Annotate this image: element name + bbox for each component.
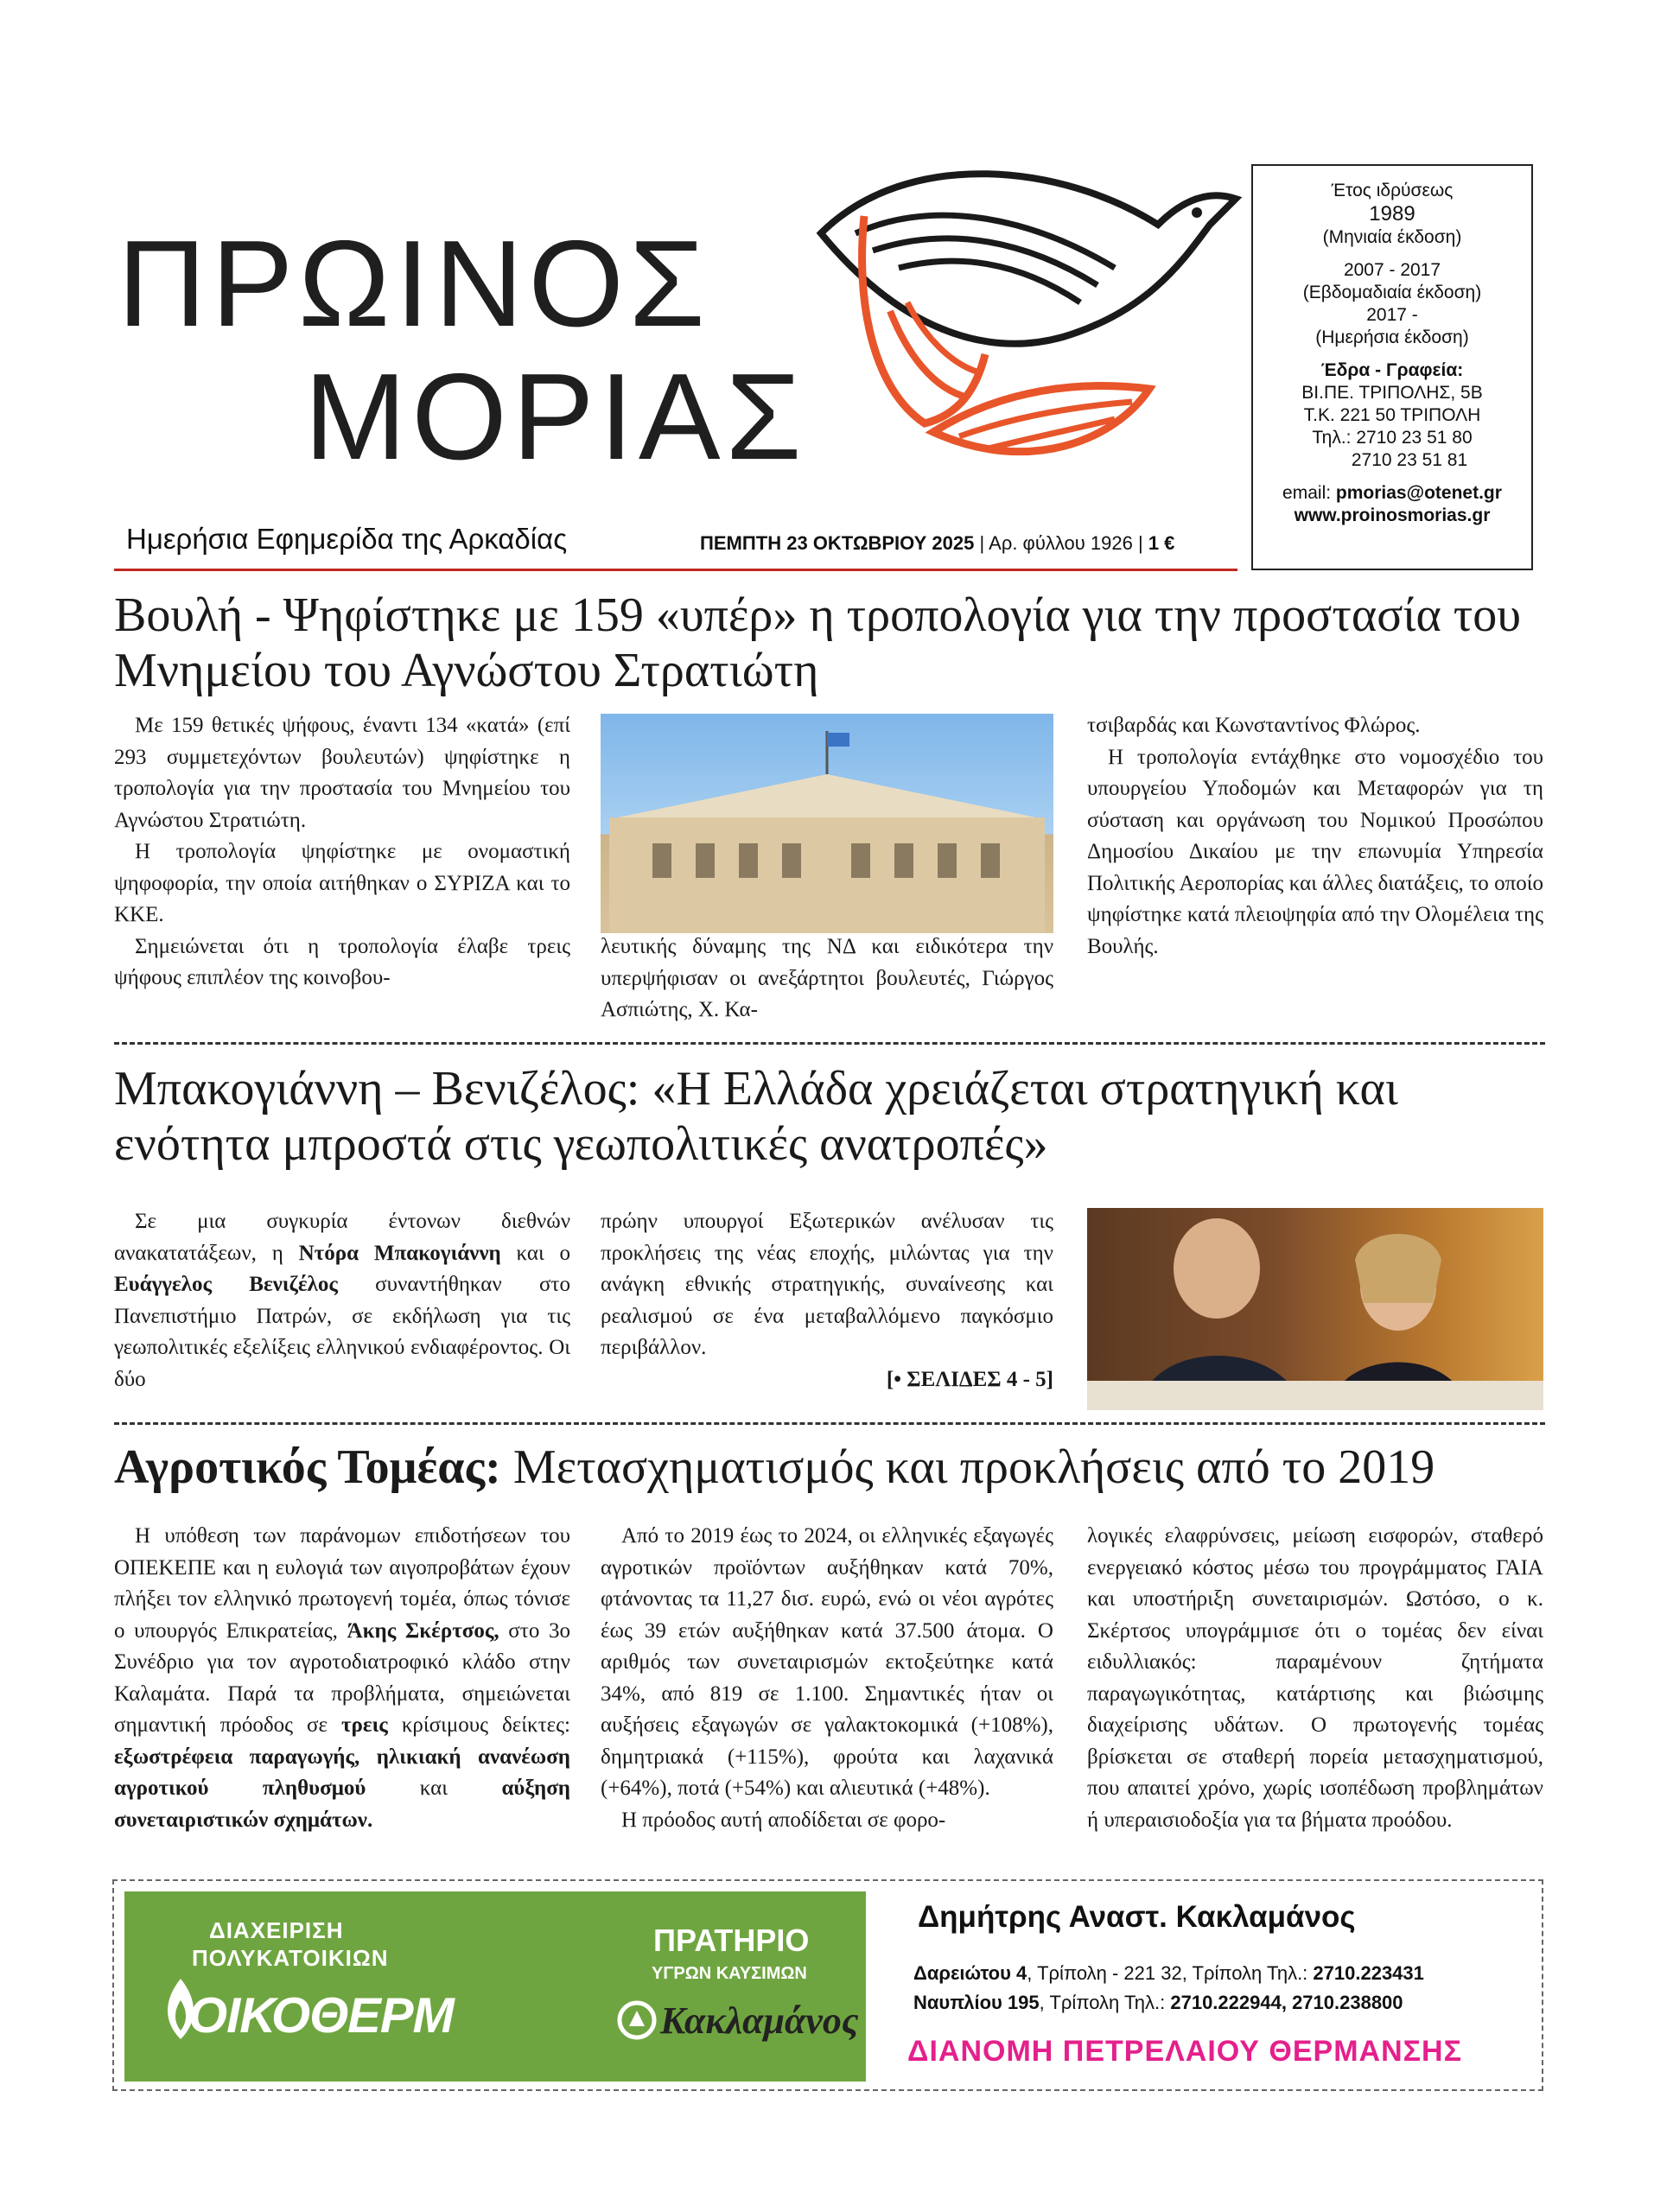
ad-name: Δημήτρης Αναστ. Κακλαμάνος [918,1900,1356,1934]
ad-left-line1: ΔΙΑΧΕΙΡΙΣΗ [209,1917,344,1943]
article3-headline-rest: Μετασχηματισμός και προκλήσεις από το 2019 [500,1440,1435,1494]
article3-bold-coops: αύξηση συνεταιριστικών σχημάτων. [114,1777,570,1832]
phone-line2: 2710 23 51 81 [1351,450,1468,470]
article3-bold-three: τρεις [340,1713,388,1737]
article1-col1 [114,710,570,995]
founded-label: Έτος ιδρύσεως [1331,181,1454,200]
ad-right-logo [617,1995,859,2064]
tagline: Ημερήσια Εφημερίδα της Αρκαδίας [126,523,568,555]
article3-col3-p1: λογικές ελαφρύνσεις, μείωση εισφορών, σταθερό ενεργειακό κόστος μέσω του προγράμματος ΓΑΙΑ και υποστήριξη συνεταιρισμών. Ωστόσο, ο κ. Σκέρτσος υπογράμμισε ότι ο τομέας δεν είναι ειδυλλιακός: παραμένουν ζητήματα παραγωγικότητας, κατάρτισης και βιώσιμης διαχείρισης υδάτων. Ο πρωτογενής τομέας βρίσκεται σε σταθερή πορεία μετασχηματισμού, που απαιτεί χρόνο, χωρίς ισοπέδωση προβλημάτων ή υπεραισιοδοξία για τα βήματα προόδου. [1087,1524,1543,1832]
article1-headline: Βουλή - Ψηφίστηκε με 159 «υπέρ» η τροπολογία για την προστασία του Μνημείου του Αγνώστου Στρατιώτη [114,588,1522,698]
article1-col2-p1: λευτικής δύναμης της ΝΔ και ειδικότερα την υπερψήφισαν οι ανεξάρτητοι βουλευτές, Γιώργος Ασπιώτης, Χ. Κα- [601,935,1053,1021]
ad-address1 [913,1962,1424,1985]
article3-name-skertsos: Άκης Σκέρτσος, [347,1618,499,1643]
article2-pages-ref[interactable]: [• ΣΕΛΙΔΕΣ 4 - 5] [886,1367,1053,1391]
logo-line1: ΠΡΩΙΝΟΣ [118,215,710,353]
issue-sep: | [1137,532,1143,554]
ad-addr2-phone2: 2710.238800 [1292,1992,1403,2013]
dove-logo-icon [804,130,1253,501]
article2-text: και ο [500,1241,571,1265]
ad-slogan: ΔΙΑΝΟΜΗ ΠΕΤΡΕΛΑΙΟΥ ΘΕΡΜΑΝΣΗΣ [907,2035,1463,2068]
article1-col1-p2: Η τροπολογία ψηφίστηκε με ονομαστική ψηφοφορία, την οποία αιτήθηκαν ο ΣΥΡΙΖΑ και το ΚΚΕ. [114,840,570,926]
article3-col2-p2: Η πρόοδος αυτή αποδίδεται σε φορο- [621,1808,946,1832]
article3-col2 [601,1521,1053,1836]
advertisement[interactable] [112,1879,1543,2091]
article1-col3-p1: τσιβαρδάς και Κωνσταντίνος Φλώρος. [1087,714,1421,737]
article2-text: Σε μια συγκυρία έντονων διεθνών ανακατατάξεων, η [114,1210,570,1265]
article1-col3 [1087,710,1543,963]
ad-right-line1: ΠΡΑΤΗΡΙΟ [653,1923,810,1958]
ad-left-line2: ΠΟΛΥΚΑΤΟΙΚΙΩΝ [192,1945,389,1971]
edition-monthly: (Μηνιαία έκδοση) [1322,227,1462,247]
parliament-photo [601,714,1053,933]
masthead-rule [114,569,1237,571]
article3-bold-indicators: εξωστρέφεια παραγωγής, ηλικιακή ανανέωση αγροτικού πληθυσμού [114,1745,570,1800]
issue-date: ΠΕΜΠΤΗ 23 ΟΚΤΩΒΡΙΟΥ 2025 [700,532,975,554]
ad-addr2-street: Ναυπλίου 195 [913,1992,1040,2013]
article2-headline: Μπακογιάννη – Βενιζέλος: «Η Ελλάδα χρειάζεται στρατηγική και ενότητα μπροστά στις γεωπολιτικές ανατροπές» [114,1062,1398,1172]
article2-name-venizelos: Ευάγγελος Βενιζέλος [114,1273,338,1296]
ad-right-brand: Κακλαμάνος [660,1999,859,2042]
issue-line [700,532,1174,555]
article3-text: Η υπόθεση των παράνομων επιδοτήσεων του ΟΠΕΚΕΠΕ και η ευλογιά των αιγοπροβάτων έχουν πλήξει τον ελληνικό πρωτογενή τομέα, όπως τόνισε ο υπουργός Επικρατείας, [114,1524,570,1643]
ad-address2 [913,1992,1403,2014]
article3-col2-p1: Από το 2019 έως το 2024, οι ελληνικές εξαγωγές αγροτικών προϊόντων αυξήθηκαν κατά 70%, φτάνοντας τα 11,27 δισ. ευρώ, ενώ οι νέοι αγρότες έως 39 ετών αυξήθηκαν κατά 37.500 άτομα. Ο αριθμός των συνεταιρισμών εκτοξεύτηκε κατά 34%, από 819 σε 1.100. Σημαντικές ήταν οι αυξήσεις εξαγωγών σε γαλακτοκομικά (+108%), δημητριακά (+115%), φρούτα και λαχανικά (+64%), ποτά (+54%) και αλιευτικά (+48%). [601,1524,1053,1800]
info-box [1251,164,1533,570]
logo-line2: ΜΟΡΙΑΣ [304,348,807,486]
address-line1: ΒΙ.ΠΕ. ΤΡΙΠΟΛΗΣ, 5Β [1301,383,1483,403]
issue-price: 1 € [1148,532,1175,554]
ad-addr1-street: Δαρειώτου 4 [913,1962,1027,1984]
issue-sep: | [979,532,985,554]
office-label: Έδρα - Γραφεία: [1320,360,1464,380]
parliament-building-icon [601,714,1053,933]
article3-col1 [114,1521,570,1836]
address-line2: Τ.Κ. 221 50 ΤΡΙΠΟΛΗ [1303,405,1481,425]
article3-col3 [1087,1521,1543,1836]
ad-banner [124,1891,866,2082]
article3-text: κρίσιμους δείκτες: [387,1713,570,1737]
ad-right-line2: ΥΓΡΩΝ ΚΑΥΣΙΜΩΝ [652,1964,807,1983]
article2-col1 [114,1206,570,1395]
article1-col2 [601,931,1053,1027]
article2-col2 [601,1206,1053,1395]
article3-text: και [366,1777,502,1800]
ad-addr1-phone: 2710.223431 [1313,1962,1424,1984]
article3-headline-bold: Αγροτικός Τομέας: [114,1440,501,1494]
website-link[interactable]: www.proinosmorias.gr [1294,505,1491,525]
email-line [1253,482,1531,505]
article1-col1-p3: Σημειώνεται ότι η τροπολογία έλαβε τρεις ψήφους επιπλέον της κοινοβου- [114,934,570,989]
issue-number: Αρ. φύλλου 1926 [989,532,1133,554]
phone-line1: Τηλ.: 2710 23 51 80 [1312,428,1473,448]
kaklamanos-logo-icon [617,2000,657,2040]
article2-text: συναντήθηκαν στο Πανεπιστήμιο Πατρών, σε εκδήλωση για τις γεωπολιτικές εξελίξεις ελληνικού ενδιαφέροντος. Οι δύο [114,1273,570,1391]
email-label: email: [1282,483,1332,503]
email-link[interactable]: pmorias@otenet.gr [1335,483,1502,503]
ad-addr2-phone1: 2710.222944, [1170,1992,1287,2013]
edition-daily: (Ημερήσια έκδοση) [1315,327,1469,347]
article1-col1-p1: Με 159 θετικές ψήφους, έναντι 134 «κατά» (επί 293 συμμετεχόντων βουλευτών) ψηφίστηκε η τροπολογία για την προστασία του Μνημείου του Αγνώστου Στρατιώτη. [114,714,570,832]
article2-col2-p1: πρώην υπουργοί Εξωτερικών ανέλυσαν τις προκλήσεις της νέας εποχής, μιλώντας για την ανάγκη εθνικής στρατηγικής, συναίνεσης και ρεαλισμού σε ένα μεταβαλλόμενο παγκόσμιο περιβάλλον. [601,1210,1053,1359]
article3-headline [114,1440,1549,1495]
section-divider [114,1422,1545,1425]
weekly-years: 2007 - 2017 [1343,260,1441,280]
article2-name-bakoyanni: Ντόρα Μπακογιάννη [298,1241,501,1265]
article1-col3-p2: Η τροπολογία εντάχθηκε στο νομοσχέδιο του υπουργείου Υποδομών και Μεταφορών για τη σύσταση και οργάνωση του Νομικού Προσώπου Δημοσίου Δικαίου με την επωνυμία Υπηρεσία Πολιτικής Αεροπορίας και άλλες διατάξεις, το οποίο ψηφίστηκε κατά πλειοψηφία από την Ολομέλεια της Βουλής. [1087,745,1543,958]
ad-left-brand: ΟΙΚΟΘΕΡΜ [188,1987,454,2044]
edition-weekly: (Εβδομαδιαία έκδοση) [1302,283,1482,302]
founded-year: 1989 [1369,202,1415,226]
ad-addr2-rest: , Τρίπολη Τηλ.: [1039,1992,1171,2013]
speakers-illustration-icon [1087,1208,1543,1410]
article3-text: στο 3ο Συνέδριο για τον αγροτοδιατροφικό κλάδο στην Καλαμάτα. Παρά τα προβλήματα, σημειώνεται σημαντική πρόοδος σε [114,1618,570,1737]
ad-addr1-rest: , Τρίπολη - 221 32, Τρίπολη Τηλ.: [1027,1962,1314,1984]
section-divider [114,1042,1545,1045]
masthead [0,0,1654,588]
daily-years: 2017 - [1366,305,1418,325]
speakers-photo [1087,1208,1543,1410]
